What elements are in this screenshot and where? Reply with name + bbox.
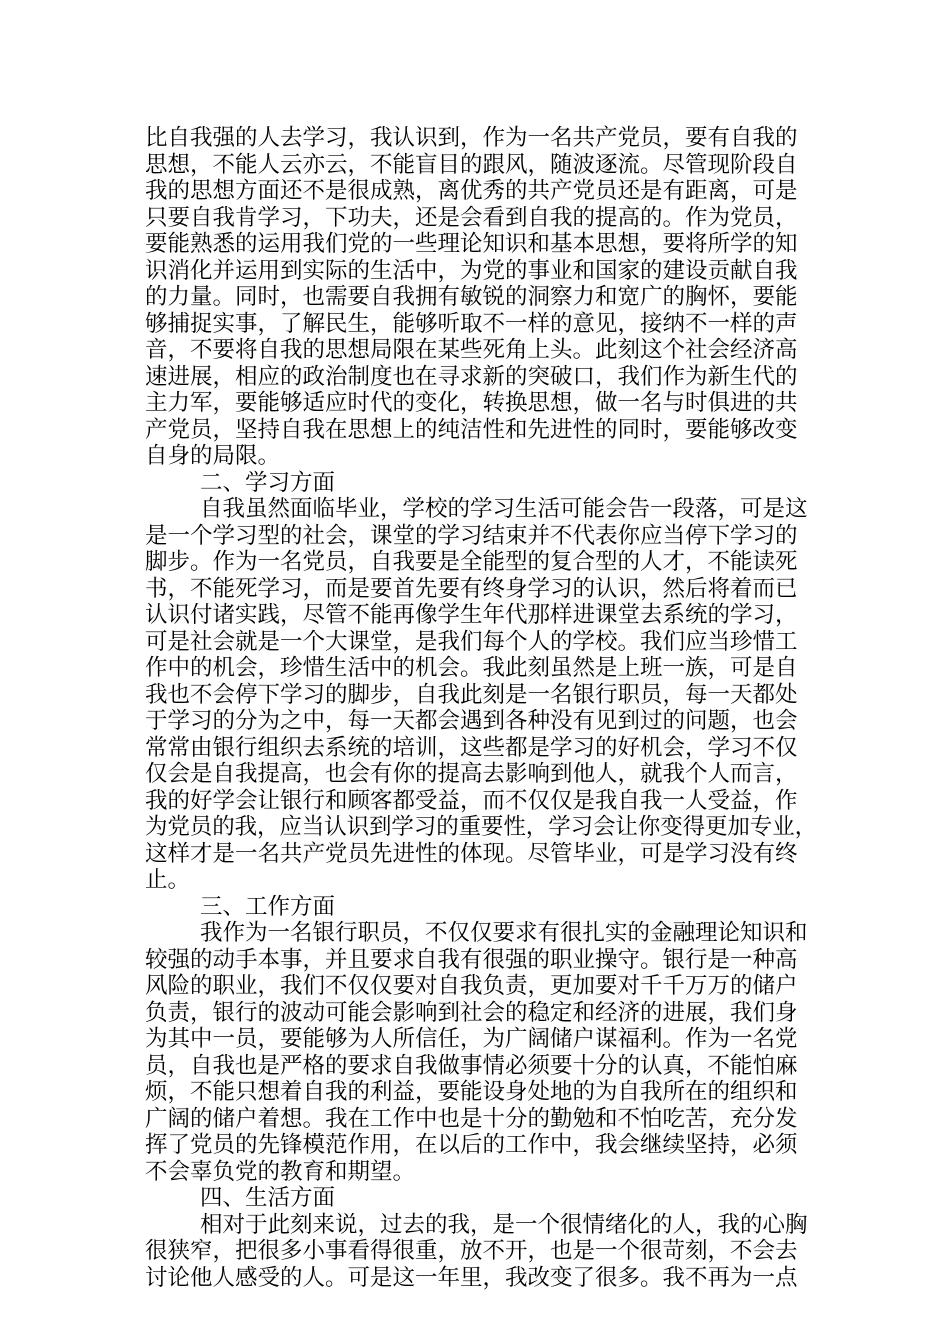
text-line: 自我虽然面临毕业，学校的学习生活可能会告一段落，可是这 bbox=[200, 496, 808, 522]
text-line: 比自我强的人去学习，我认识到，作为一名共产党员，要有自我的 bbox=[145, 125, 798, 151]
section-heading: 四、生活方面 bbox=[200, 1185, 336, 1211]
text-line: 负责，银行的波动可能会影响到社会的稳定和经济的进展，我们身 bbox=[145, 999, 798, 1026]
text-line: 速进展，相应的政治制度也在寻求新的突破口，我们作为新生代的 bbox=[145, 363, 798, 390]
text-line: 于学习的分为之中，每一天都会遇到各种没有见到过的问题，也会 bbox=[145, 708, 798, 734]
text-line: 思想，不能人云亦云，不能盲目的跟风，随波逐流。尽管现阶段自 bbox=[145, 151, 798, 178]
text-line: 很狭窄，把很多小事看得很重，放不开，也是一个很苛刻，不会去 bbox=[145, 1238, 798, 1264]
text-line: 脚步。作为一名党员，自我要是全能型的复合型的人才，不能读死 bbox=[145, 549, 798, 575]
text-line: 主力军，要能够适应时代的变化，转换思想，做一名与时俱进的共 bbox=[145, 390, 798, 416]
text-line: 风险的职业，我们不仅仅要对自我负责，更加要对千千万万的储户 bbox=[145, 973, 798, 999]
text-line: 为党员的我，应当认识到学习的重要性，学习会让你变得更加专业， bbox=[145, 814, 818, 840]
text-line: 书，不能死学习，而是要首先要有终身学习的认识，然后将着而已 bbox=[145, 575, 798, 602]
text-line: 止。 bbox=[145, 867, 191, 893]
text-line: 可是社会就是一个大课堂，是我们每个人的学校。我们应当珍惜工 bbox=[145, 628, 798, 655]
text-line: 作中的机会，珍惜生活中的机会。我此刻虽然是上班一族，可是自 bbox=[145, 655, 798, 681]
document-body bbox=[145, 125, 818, 1291]
text-line: 自身的局限。 bbox=[145, 443, 281, 469]
text-line: 讨论他人感受的人。可是这一年里，我改变了很多。我不再为一点 bbox=[145, 1264, 798, 1291]
section-heading: 三、工作方面 bbox=[200, 893, 336, 920]
text-line: 为其中一员，要能够为人所信任，为广阔储户谋福利。作为一名党 bbox=[145, 1026, 798, 1052]
section-heading: 二、学习方面 bbox=[200, 469, 336, 496]
text-line: 烦，不能只想着自我的利益，要能设身处地的为自我所在的组织和 bbox=[145, 1079, 798, 1105]
text-line: 我作为一名银行职员，不仅仅要求有很扎实的金融理论知识和 bbox=[200, 920, 808, 946]
text-line: 音，不要将自我的思想局限在某些死角上头。此刻这个社会经济高 bbox=[145, 337, 798, 363]
text-line: 产党员，坚持自我在思想上的纯洁性和先进性的同时，要能够改变 bbox=[145, 416, 798, 443]
text-line: 仅会是自我提高，也会有你的提高去影响到他人，就我个人而言， bbox=[145, 761, 798, 787]
text-line: 不会辜负党的教育和期望。 bbox=[145, 1158, 416, 1185]
text-line: 我的思想方面还不是很成熟，离优秀的共产党员还是有距离，可是 bbox=[145, 178, 798, 204]
text-line: 我也不会停下学习的脚步，自我此刻是一名银行职员，每一天都处 bbox=[145, 681, 798, 708]
text-line: 只要自我肯学习，下功夫，还是会看到自我的提高的。作为党员， bbox=[145, 204, 798, 231]
text-line: 相对于此刻来说，过去的我，是一个很情绪化的人，我的心胸 bbox=[200, 1211, 808, 1238]
text-line: 是一个学习型的社会，课堂的学习结束并不代表你应当停下学习的 bbox=[145, 522, 798, 549]
text-line: 较强的动手本事，并且要求自我有很强的职业操守。银行是一种高 bbox=[145, 946, 798, 973]
text-line: 识消化并运用到实际的生活中，为党的事业和国家的建设贡献自我 bbox=[145, 257, 798, 284]
text-line: 广阔的储户着想。我在工作中也是十分的勤勉和不怕吃苦，充分发 bbox=[145, 1105, 798, 1132]
text-line: 员，自我也是严格的要求自我做事情必须要十分的认真，不能怕麻 bbox=[145, 1052, 798, 1079]
text-line: 常常由银行组织去系统的培训，这些都是学习的好机会，学习不仅 bbox=[145, 734, 798, 761]
text-line: 够捕捉实事，了解民生，能够听取不一样的意见，接纳不一样的声 bbox=[145, 310, 798, 337]
text-line: 挥了党员的先锋模范作用，在以后的工作中，我会继续坚持，必须 bbox=[145, 1132, 798, 1158]
text-line: 我的好学会让银行和顾客都受益，而不仅仅是我自我一人受益，作 bbox=[145, 787, 798, 814]
text-line: 的力量。同时，也需要自我拥有敏锐的洞察力和宽广的胸怀，要能 bbox=[145, 284, 798, 310]
text-line: 要能熟悉的运用我们党的一些理论知识和基本思想，要将所学的知 bbox=[145, 231, 798, 257]
text-line: 这样才是一名共产党员先进性的体现。尽管毕业，可是学习没有终 bbox=[145, 840, 798, 867]
text-line: 认识付诸实践，尽管不能再像学生年代那样进课堂去系统的学习， bbox=[145, 602, 798, 628]
